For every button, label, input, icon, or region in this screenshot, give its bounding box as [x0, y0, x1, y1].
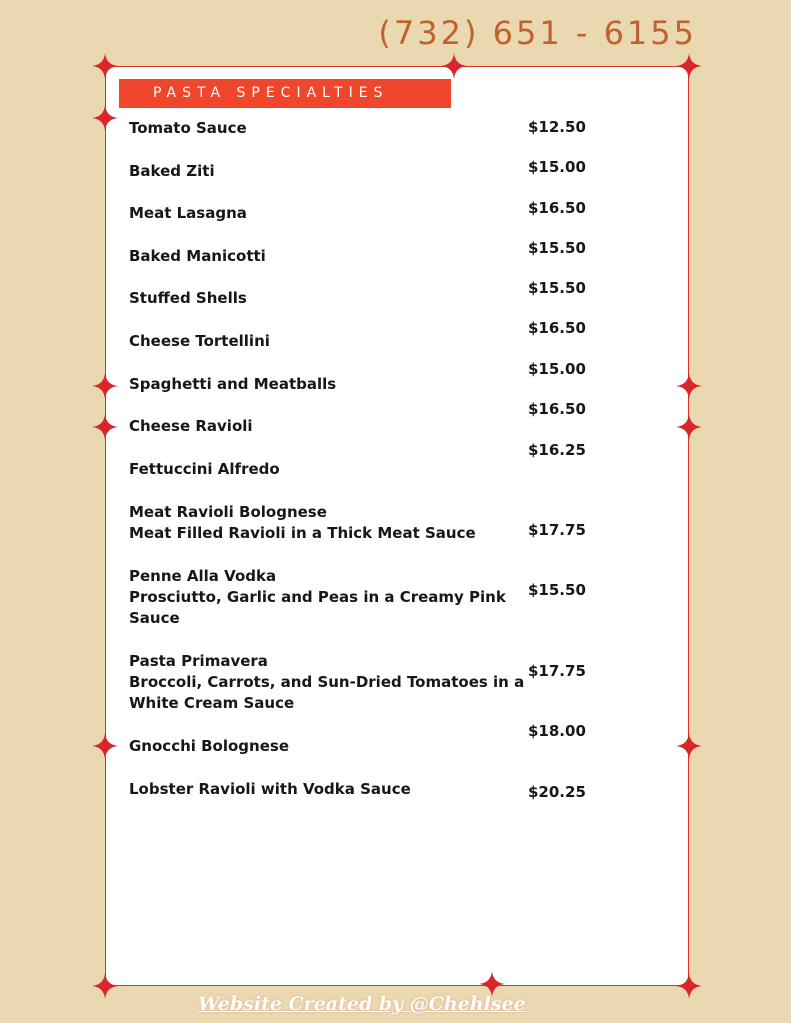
menu-item-description: White Cream Sauce	[129, 694, 295, 712]
sparkle-icon	[92, 973, 118, 999]
sparkle-icon	[676, 53, 702, 79]
menu-item-price: $20.25	[528, 783, 586, 801]
menu-item-name: Baked Ziti	[129, 162, 215, 180]
menu-item-price: $16.25	[528, 441, 586, 459]
sparkle-icon	[676, 973, 702, 999]
menu-item-name: Meat Lasagna	[129, 204, 247, 222]
menu-item-description: Broccoli, Carrots, and Sun-Dried Tomatoes in a	[129, 673, 525, 691]
menu-item-name: Gnocchi Bolognese	[129, 737, 289, 755]
menu-item-price: $16.50	[528, 400, 586, 418]
menu-item-name: Penne Alla Vodka	[129, 567, 277, 585]
menu-item-name: Cheese Tortellini	[129, 332, 270, 350]
menu-item-name: Pasta Primavera	[129, 652, 268, 670]
menu-item-name: Meat Ravioli Bolognese	[129, 503, 327, 521]
sparkle-icon	[92, 53, 118, 79]
menu-item-name: Spaghetti and Meatballs	[129, 375, 337, 393]
sparkle-icon	[92, 733, 118, 759]
menu-item-description: Prosciutto, Garlic and Peas in a Creamy Pink	[129, 588, 506, 606]
menu-item-price: $15.50	[528, 581, 586, 599]
menu-item-name: Baked Manicotti	[129, 247, 266, 265]
menu-item-price: $15.00	[528, 360, 586, 378]
menu-item-price: $15.00	[528, 158, 586, 176]
website-credit-link[interactable]: Website Created by @Chehlsee	[198, 993, 526, 1015]
menu-item-name: Lobster Ravioli with Vodka Sauce	[129, 780, 411, 798]
menu-item-name: Stuffed Shells	[129, 289, 247, 307]
sparkle-icon	[676, 733, 702, 759]
sparkle-icon	[92, 373, 118, 399]
sparkle-icon	[676, 414, 702, 440]
menu-item-price: $16.50	[528, 319, 586, 337]
sparkle-icon	[676, 373, 702, 399]
section-title: PASTA SPECIALTIES	[119, 79, 451, 108]
sparkle-icon	[441, 53, 467, 79]
menu-item-name: Fettuccini Alfredo	[129, 460, 280, 478]
sparkle-icon	[92, 414, 118, 440]
menu-item-price: $15.50	[528, 279, 586, 297]
menu-item-price: $17.75	[528, 662, 586, 680]
menu-item-price: $12.50	[528, 118, 586, 136]
menu-item-name: Cheese Ravioli	[129, 417, 253, 435]
menu-item	[129, 651, 524, 714]
menu-item-price: $17.75	[528, 521, 586, 539]
menu-item-price: $15.50	[528, 239, 586, 257]
menu-item-description: Sauce	[129, 609, 180, 627]
phone-number[interactable]: (732) 651 - 6155	[378, 14, 697, 52]
sparkle-icon	[92, 105, 118, 131]
menu-item-description: Meat Filled Ravioli in a Thick Meat Sauce	[129, 524, 476, 542]
menu-item-price: $16.50	[528, 199, 586, 217]
menu-item	[129, 566, 506, 629]
menu-item-price: $18.00	[528, 722, 586, 740]
menu-item-name: Tomato Sauce	[129, 119, 247, 137]
menu-item	[129, 502, 476, 544]
